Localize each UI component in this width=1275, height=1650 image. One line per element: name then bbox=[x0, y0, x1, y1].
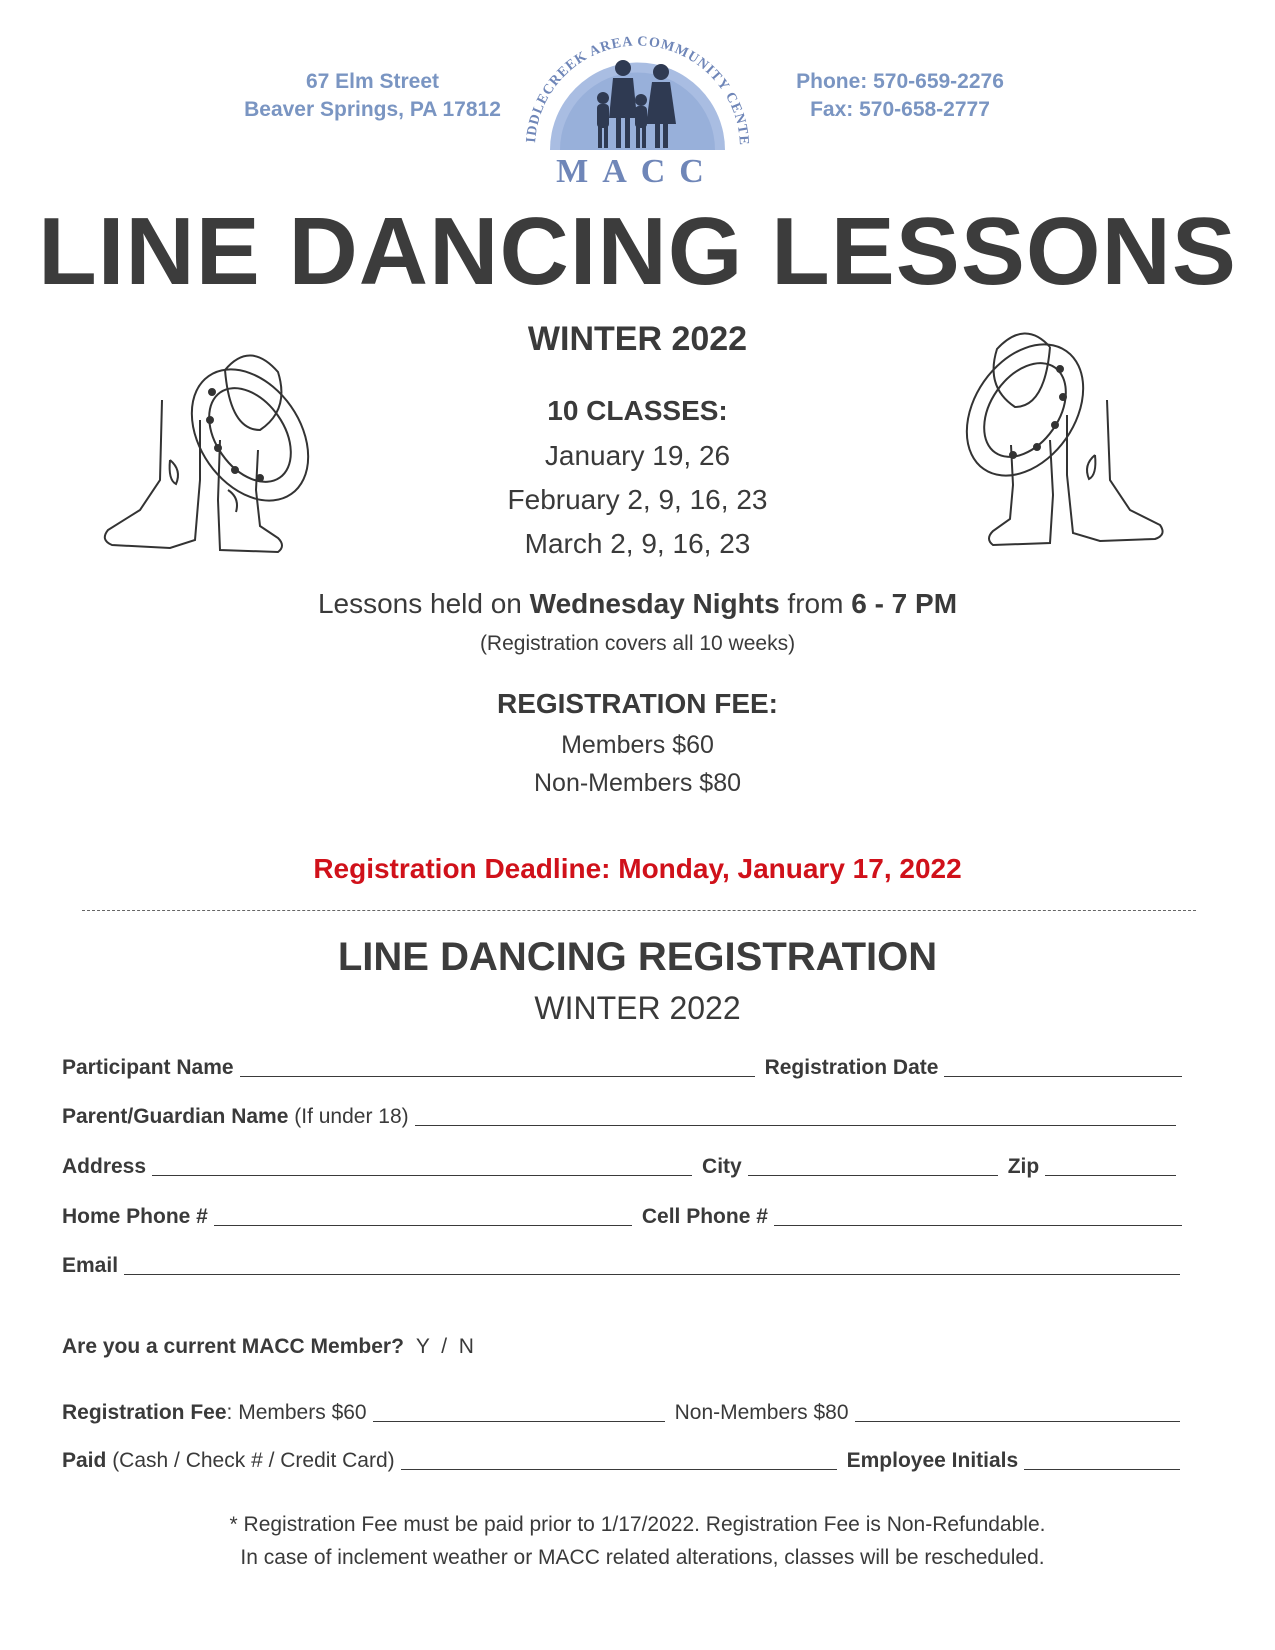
row-address bbox=[62, 1149, 1182, 1179]
row-fee bbox=[62, 1395, 1182, 1425]
label-parent-note: (If under 18) bbox=[288, 1105, 409, 1128]
form-season: WINTER 2022 bbox=[534, 990, 741, 1026]
fee-heading: REGISTRATION FEE: bbox=[496, 688, 779, 719]
label-zip: Zip bbox=[1007, 1155, 1040, 1178]
label-fee-members: : Members $60 bbox=[226, 1401, 367, 1424]
row-participant bbox=[62, 1050, 1182, 1080]
email-field[interactable] bbox=[124, 1254, 1180, 1275]
parent-name-field[interactable] bbox=[415, 1105, 1176, 1126]
fee-non-members: Non-Members $80 bbox=[533, 769, 742, 797]
label-employee-initials: Employee Initials bbox=[846, 1449, 1019, 1472]
employee-initials-field[interactable] bbox=[1024, 1449, 1180, 1470]
footnote bbox=[0, 1508, 1275, 1574]
registration-deadline: Registration Deadline: Monday, January 17, 2022 bbox=[313, 853, 962, 884]
schedule-line bbox=[0, 588, 1275, 620]
cell-phone-field[interactable] bbox=[774, 1205, 1182, 1226]
schedule-middle: from bbox=[779, 588, 852, 619]
label-registration-date: Registration Date bbox=[764, 1056, 939, 1079]
row-phones bbox=[62, 1199, 1182, 1229]
label-paid-note: (Cash / Check # / Credit Card) bbox=[106, 1449, 395, 1472]
label-parent-name: Parent/Guardian Name bbox=[62, 1105, 289, 1128]
class-date-line: March 2, 9, 16, 23 bbox=[524, 528, 751, 559]
participant-name-field[interactable] bbox=[240, 1056, 755, 1077]
zip-field[interactable] bbox=[1045, 1155, 1176, 1176]
schedule-day: Wednesday Nights bbox=[529, 588, 780, 619]
address-field[interactable] bbox=[152, 1155, 692, 1176]
logo-acronym: MACC bbox=[556, 153, 718, 190]
class-dates bbox=[0, 434, 1275, 566]
footnote-line1: * Registration Fee must be paid prior to 1/17/2022. Registration Fee is Non-Refundable. bbox=[229, 1513, 1046, 1536]
cut-line-divider bbox=[82, 910, 1196, 911]
fee-members: Members $60 bbox=[561, 731, 714, 759]
fee-non-members-field[interactable] bbox=[855, 1401, 1180, 1422]
member-yes-no-options[interactable]: Y / N bbox=[415, 1335, 474, 1358]
season-heading: WINTER 2022 bbox=[527, 320, 748, 358]
classes-heading: 10 CLASSES: bbox=[547, 395, 728, 426]
row-email bbox=[62, 1248, 1182, 1278]
schedule-prefix: Lessons held on bbox=[317, 588, 530, 619]
label-email: Email bbox=[62, 1254, 119, 1277]
page-title: LINE DANCING LESSONS bbox=[38, 198, 1237, 305]
row-paid bbox=[62, 1443, 1182, 1473]
address-line2: Beaver Springs, PA 17812 bbox=[244, 98, 501, 121]
registration-date-field[interactable] bbox=[944, 1056, 1182, 1077]
fee-members-field[interactable] bbox=[373, 1401, 665, 1422]
paid-field[interactable] bbox=[401, 1449, 837, 1470]
schedule-time: 6 - 7 PM bbox=[851, 588, 958, 619]
label-fee-non-members: Non-Members $80 bbox=[674, 1401, 849, 1424]
class-date-line: January 19, 26 bbox=[544, 440, 731, 471]
address-line1: 67 Elm Street bbox=[305, 70, 440, 93]
logo-arc-text: IDDLECREEK AREA COMMUNITY CENTE bbox=[524, 34, 752, 147]
row-membership bbox=[62, 1329, 1182, 1359]
class-date-line: February 2, 9, 16, 23 bbox=[507, 484, 768, 515]
label-participant-name: Participant Name bbox=[62, 1056, 234, 1079]
row-parent bbox=[62, 1099, 1182, 1129]
schedule-note: (Registration covers all 10 weeks) bbox=[479, 632, 796, 655]
label-cell-phone: Cell Phone # bbox=[641, 1205, 768, 1228]
city-field[interactable] bbox=[748, 1155, 998, 1176]
label-registration-fee: Registration Fee bbox=[62, 1401, 227, 1424]
footnote-line2: In case of inclement weather or MACC related alterations, classes will be rescheduled. bbox=[240, 1546, 1045, 1569]
fax-number: Fax: 570-658-2777 bbox=[810, 98, 990, 121]
header-address bbox=[240, 68, 505, 124]
label-home-phone: Home Phone # bbox=[62, 1205, 208, 1228]
form-title: LINE DANCING REGISTRATION bbox=[337, 935, 938, 979]
macc-logo bbox=[515, 20, 760, 190]
label-address: Address bbox=[62, 1155, 147, 1178]
label-member-question: Are you a current MACC Member? bbox=[62, 1335, 404, 1358]
macc-logo-icon bbox=[515, 20, 760, 190]
header-contact bbox=[770, 68, 1030, 124]
label-city: City bbox=[702, 1155, 742, 1178]
home-phone-field[interactable] bbox=[214, 1205, 632, 1226]
phone-number: Phone: 570-659-2276 bbox=[796, 70, 1004, 93]
label-paid: Paid bbox=[62, 1449, 107, 1472]
